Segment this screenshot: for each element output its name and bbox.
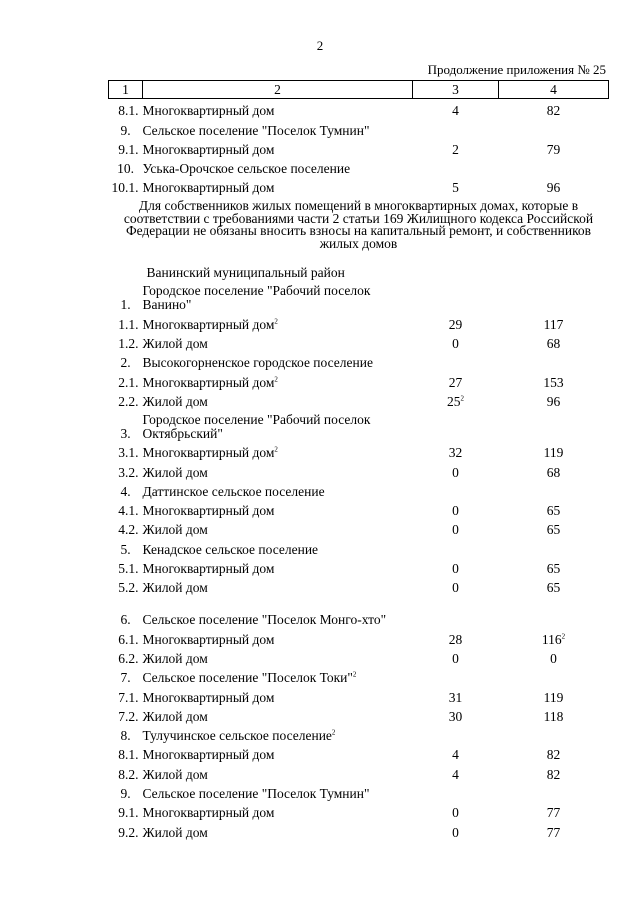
footnote-mark: 2: [331, 728, 336, 737]
row-number: [109, 801, 143, 820]
row-number-text: 2.: [120, 355, 131, 371]
row-value-col3: [413, 782, 499, 801]
row-value-col3-text: 0: [452, 503, 459, 519]
footnote-mark: 2: [352, 670, 357, 679]
row-value-col3: [413, 480, 499, 499]
row-name-text: Сельское поселение "Поселок Токи": [142, 670, 353, 686]
row-number-text: 1.2.: [118, 336, 139, 352]
row-value-col3-text: 0: [452, 464, 459, 480]
row-value-col3-text: 0: [452, 336, 459, 352]
row-value-col4: [499, 280, 609, 312]
row-number-text: 6.2.: [118, 650, 139, 666]
row-name: [143, 537, 413, 556]
row-number: [109, 724, 143, 743]
row-value-col3: [413, 743, 499, 762]
row-name-text: Сельское поселение "Поселок Тумнин": [142, 122, 370, 138]
row-name-text: Кенадское сельское поселение: [142, 541, 319, 557]
table-row: [109, 118, 609, 137]
row-number-text: 8.: [120, 728, 131, 744]
row-number-text: 5.1.: [118, 561, 139, 577]
row-value-col4: [499, 518, 609, 537]
row-number: [109, 441, 143, 460]
row-value-col4: [499, 762, 609, 781]
row-value-col4-text: 65: [546, 522, 561, 538]
row-name-text: Уська-Орочское сельское поселение: [142, 161, 351, 177]
row-name-text: Многоквартирный дом: [142, 503, 275, 519]
row-name: [143, 666, 413, 685]
row-name: [143, 460, 413, 479]
row-name: [143, 801, 413, 820]
row-value-col4-text: 65: [546, 503, 561, 519]
row-number: [109, 743, 143, 762]
row-value-col4: [499, 460, 609, 479]
row-value-col3: [413, 666, 499, 685]
row-value-col3-text: 4: [452, 766, 459, 782]
table-row: [109, 557, 609, 576]
table-row: [109, 441, 609, 460]
row-number: [109, 409, 143, 441]
row-value-col3: [413, 332, 499, 351]
footnote-mark: 2: [561, 632, 566, 641]
row-value-col3-text: 25: [447, 393, 461, 409]
row-name-text: Многоквартирный дом: [142, 561, 275, 577]
section-heading: Для собственников жилых помещений в многоквартирных домах, которые в соответствии с требованиями части 2 статьи 169 Жилищного кодекса Российской Федерации не обязаны вносить взносы на капитальный ремонт, и собственников жилых домов: [123, 198, 594, 251]
row-value-col3: [413, 705, 499, 724]
row-value-col4: [499, 390, 609, 409]
row-number: [109, 118, 143, 137]
row-number: [109, 480, 143, 499]
row-name: [143, 724, 413, 743]
table-row: [109, 176, 609, 195]
table-row: [109, 332, 609, 351]
row-number: [109, 705, 143, 724]
row-number-text: 9.: [120, 122, 131, 138]
row-value-col3: [413, 351, 499, 370]
table-row: [109, 647, 609, 666]
row-name-text: Жилой дом: [142, 708, 208, 724]
row-value-col3: [413, 460, 499, 479]
row-value-col4-text: 82: [546, 766, 561, 782]
table-row: [109, 595, 609, 627]
header-cell-4: 4: [499, 81, 609, 99]
row-value-col3: [413, 595, 499, 627]
row-value-col4: [499, 595, 609, 627]
row-value-col4-text: 68: [546, 336, 561, 352]
section-heading-row: [109, 195, 609, 256]
row-name-text: Тулучинское сельское поселение: [142, 728, 332, 744]
row-name: [143, 480, 413, 499]
row-number-text: 3.: [120, 425, 131, 441]
page-number: 2: [316, 38, 324, 53]
row-name: [143, 576, 413, 595]
row-number: [109, 557, 143, 576]
row-name: [143, 351, 413, 370]
row-value-col4-text: 77: [546, 824, 561, 840]
row-value-col3-text: 29: [448, 316, 463, 332]
row-value-col4: [499, 312, 609, 331]
row-name: [143, 332, 413, 351]
row-name: [143, 441, 413, 460]
row-number-text: 7.2.: [118, 708, 139, 724]
row-number: [109, 518, 143, 537]
row-number-text: 4.1.: [118, 503, 139, 519]
row-number: [109, 390, 143, 409]
row-value-col4-text: 153: [543, 374, 564, 390]
appendix-label: Продолжение приложения № 25: [427, 62, 606, 77]
row-name-text: Многоквартирный дом: [142, 141, 275, 157]
table-row: [109, 138, 609, 157]
row-value-col4: [499, 557, 609, 576]
row-value-col4: [499, 480, 609, 499]
row-value-col3: [413, 409, 499, 441]
row-name: [143, 627, 413, 646]
row-value-col4: [499, 724, 609, 743]
table-row: [109, 351, 609, 370]
row-value-col4: [499, 370, 609, 389]
row-value-col3: [413, 138, 499, 157]
row-number-text: 2.1.: [118, 374, 139, 390]
row-value-col4: [499, 666, 609, 685]
table-row: [109, 460, 609, 479]
row-value-col4-text: 77: [546, 805, 561, 821]
row-number: [109, 351, 143, 370]
row-value-col3-text: 0: [452, 824, 459, 840]
row-name: [143, 518, 413, 537]
row-number-text: 4.2.: [118, 522, 139, 538]
row-number-text: 5.: [120, 541, 131, 557]
row-value-col3: [413, 724, 499, 743]
row-name: [143, 705, 413, 724]
table-row: [109, 627, 609, 646]
row-name-text: Городское поселение "Рабочий поселок Октябрьский": [142, 411, 371, 441]
row-name-text: Городское поселение "Рабочий поселок Ванино": [142, 283, 371, 313]
row-value-col3-text: 28: [448, 631, 463, 647]
row-value-col3-text: 27: [448, 374, 463, 390]
table-row: [109, 762, 609, 781]
row-name: [143, 280, 413, 312]
row-value-col4-text: 117: [543, 316, 564, 332]
row-value-col4: [499, 820, 609, 839]
row-name-text: Многоквартирный дом: [142, 631, 275, 647]
row-value-col4-text: 118: [543, 708, 564, 724]
row-name-text: Жилой дом: [142, 766, 208, 782]
row-value-col4: [499, 99, 609, 119]
row-value-col4: [499, 118, 609, 137]
table-row: [109, 724, 609, 743]
row-number-text: 10.1.: [111, 180, 139, 196]
table-row: [109, 576, 609, 595]
row-name: [143, 99, 413, 119]
row-name-text: Многоквартирный дом: [142, 445, 275, 461]
row-name: [143, 647, 413, 666]
row-value-col4: [499, 409, 609, 441]
row-name-text: Многоквартирный дом: [142, 180, 275, 196]
row-value-col4-text: 79: [546, 141, 561, 157]
row-number-text: 1.: [120, 297, 131, 313]
row-number-text: 9.2.: [118, 824, 139, 840]
row-number: [109, 685, 143, 704]
table-row: [109, 782, 609, 801]
row-name: [143, 499, 413, 518]
row-name-text: Многоквартирный дом: [142, 689, 275, 705]
row-value-col3-text: 0: [452, 805, 459, 821]
table-row: [109, 409, 609, 441]
row-name: [143, 685, 413, 704]
row-number-text: 5.2.: [118, 580, 139, 596]
row-name: [143, 762, 413, 781]
row-value-col3: [413, 576, 499, 595]
row-value-col3: [413, 118, 499, 137]
row-name-text: Многоквартирный дом: [142, 316, 275, 332]
table-header-row: [109, 81, 609, 99]
row-name: [143, 409, 413, 441]
table-row: [109, 312, 609, 331]
row-number: [109, 312, 143, 331]
row-number-text: 8.2.: [118, 766, 139, 782]
row-value-col4: [499, 138, 609, 157]
table-row: [109, 820, 609, 839]
row-value-col4-text: 68: [546, 464, 561, 480]
row-name-text: Жилой дом: [142, 464, 208, 480]
row-number-text: 3.1.: [118, 445, 139, 461]
row-value-col3: [413, 390, 499, 409]
table-row: [109, 390, 609, 409]
row-value-col4-text: 119: [543, 689, 564, 705]
row-value-col4-text: 82: [546, 747, 561, 763]
table-row: [109, 537, 609, 556]
row-name: [143, 118, 413, 137]
row-number-text: 4.: [120, 483, 131, 499]
row-value-col4-text: 65: [546, 580, 561, 596]
row-value-col4: [499, 782, 609, 801]
row-name-text: Многоквартирный дом: [142, 374, 275, 390]
row-value-col4: [499, 499, 609, 518]
row-value-col4: [499, 157, 609, 176]
table-row: [109, 99, 609, 119]
row-number: [109, 595, 143, 627]
row-number-text: 9.1.: [118, 805, 139, 821]
row-name: [143, 782, 413, 801]
row-name: [143, 176, 413, 195]
row-number-text: 9.1.: [118, 141, 139, 157]
row-value-col4-text: 116: [541, 631, 562, 647]
row-name: [143, 390, 413, 409]
row-value-col3: [413, 647, 499, 666]
row-value-col4: [499, 351, 609, 370]
row-number: [109, 782, 143, 801]
row-name-text: Жилой дом: [142, 824, 208, 840]
row-value-col4: [499, 627, 609, 646]
row-value-col3: [413, 762, 499, 781]
row-number-text: 1.1.: [118, 316, 139, 332]
row-value-col4: [499, 801, 609, 820]
table-row: [109, 743, 609, 762]
row-value-col3: [413, 157, 499, 176]
header-cell-1: 1: [109, 81, 143, 99]
row-name: [143, 157, 413, 176]
row-value-col3: [413, 370, 499, 389]
row-name-text: Жилой дом: [142, 580, 208, 596]
row-number-text: 7.: [120, 670, 131, 686]
row-value-col3-text: 4: [452, 747, 459, 763]
row-value-col3: [413, 99, 499, 119]
row-name-text: Сельское поселение "Поселок Монго-хто": [142, 612, 387, 628]
row-name-text: Многоквартирный дом: [142, 747, 275, 763]
district-name: Ванинский муниципальный район: [146, 265, 345, 281]
row-number: [109, 647, 143, 666]
row-value-col3-text: 0: [452, 580, 459, 596]
row-number: [109, 537, 143, 556]
row-value-col3: [413, 557, 499, 576]
row-value-col3: [413, 176, 499, 195]
row-value-col3: [413, 820, 499, 839]
row-number: [109, 332, 143, 351]
district-spacer: [109, 256, 143, 280]
row-number-text: 6.1.: [118, 631, 139, 647]
row-value-col3: [413, 518, 499, 537]
row-number-text: 8.1.: [118, 747, 139, 763]
row-value-col3-text: 0: [452, 561, 459, 577]
row-number: [109, 370, 143, 389]
row-number: [109, 99, 143, 119]
row-number: [109, 460, 143, 479]
footnote-mark: 2: [274, 317, 278, 326]
district-row: [109, 256, 609, 280]
row-value-col4: [499, 576, 609, 595]
row-value-col3-text: 5: [452, 180, 459, 196]
row-name-text: Сельское поселение "Поселок Тумнин": [142, 786, 370, 802]
table-row: [109, 370, 609, 389]
row-number: [109, 499, 143, 518]
row-value-col3-text: 32: [448, 445, 463, 461]
footnote-mark: 2: [460, 394, 464, 403]
row-number-text: 10.: [117, 161, 134, 177]
row-value-col4-text: 65: [546, 561, 561, 577]
row-name-text: Высокогорненское городское поселение: [142, 355, 373, 371]
row-name-text: Жилой дом: [142, 650, 208, 666]
row-number-text: 2.2.: [118, 393, 139, 409]
table-row: [109, 705, 609, 724]
row-value-col3: [413, 280, 499, 312]
row-name-text: Жилой дом: [142, 522, 208, 538]
row-name: [143, 312, 413, 331]
footnote-mark: 2: [274, 375, 278, 384]
row-value-col3: [413, 537, 499, 556]
table-row: [109, 499, 609, 518]
row-name-text: Жилой дом: [142, 393, 208, 409]
header-cell-3: 3: [413, 81, 499, 99]
row-value-col3-text: 30: [448, 708, 463, 724]
row-value-col4: [499, 743, 609, 762]
row-number: [109, 157, 143, 176]
row-number-text: 7.1.: [118, 689, 139, 705]
row-name: [143, 595, 413, 627]
row-value-col3: [413, 801, 499, 820]
row-value-col3-text: 0: [452, 650, 459, 666]
row-value-col4: [499, 685, 609, 704]
row-value-col4-text: 119: [543, 445, 564, 461]
row-value-col3: [413, 627, 499, 646]
row-number: [109, 627, 143, 646]
row-number-text: 6.: [120, 612, 131, 628]
row-value-col3-text: 4: [452, 103, 459, 119]
footnote-mark: 2: [274, 445, 278, 454]
table-row: [109, 666, 609, 685]
table-row: [109, 801, 609, 820]
row-value-col4: [499, 332, 609, 351]
row-value-col3: [413, 312, 499, 331]
row-number-text: 8.1.: [118, 103, 139, 119]
row-name-text: Многоквартирный дом: [142, 103, 275, 119]
row-value-col3: [413, 441, 499, 460]
row-name: [143, 557, 413, 576]
row-number: [109, 576, 143, 595]
row-name: [143, 370, 413, 389]
row-name-text: Жилой дом: [142, 336, 208, 352]
row-name-text: Многоквартирный дом: [142, 805, 275, 821]
row-name: [143, 743, 413, 762]
row-number-text: 9.: [120, 786, 131, 802]
row-value-col4: [499, 537, 609, 556]
row-name: [143, 820, 413, 839]
table-row: [109, 685, 609, 704]
row-name-text: Даттинское сельское поселение: [142, 483, 325, 499]
table-row: [109, 480, 609, 499]
row-value-col4: [499, 647, 609, 666]
row-value-col3: [413, 685, 499, 704]
table-row: [109, 518, 609, 537]
row-number: [109, 820, 143, 839]
row-value-col4-text: 82: [546, 103, 561, 119]
table-body: [109, 81, 609, 840]
row-number: [109, 176, 143, 195]
table-row: [109, 280, 609, 312]
row-value-col3-text: 2: [452, 141, 459, 157]
row-number-text: 3.2.: [118, 464, 139, 480]
row-value-col4-text: 96: [546, 393, 561, 409]
row-number: [109, 280, 143, 312]
row-name: [143, 138, 413, 157]
row-value-col4: [499, 441, 609, 460]
tariff-table: [108, 80, 609, 840]
row-number: [109, 666, 143, 685]
row-value-col3-text: 31: [448, 689, 463, 705]
row-value-col4-text: 96: [546, 180, 561, 196]
row-value-col3: [413, 499, 499, 518]
row-value-col4: [499, 176, 609, 195]
row-value-col4: [499, 705, 609, 724]
row-value-col4-text: 0: [550, 650, 557, 666]
table-row: [109, 157, 609, 176]
row-number: [109, 138, 143, 157]
row-value-col3-text: 0: [452, 522, 459, 538]
header-cell-2: 2: [143, 81, 413, 99]
row-number: [109, 762, 143, 781]
